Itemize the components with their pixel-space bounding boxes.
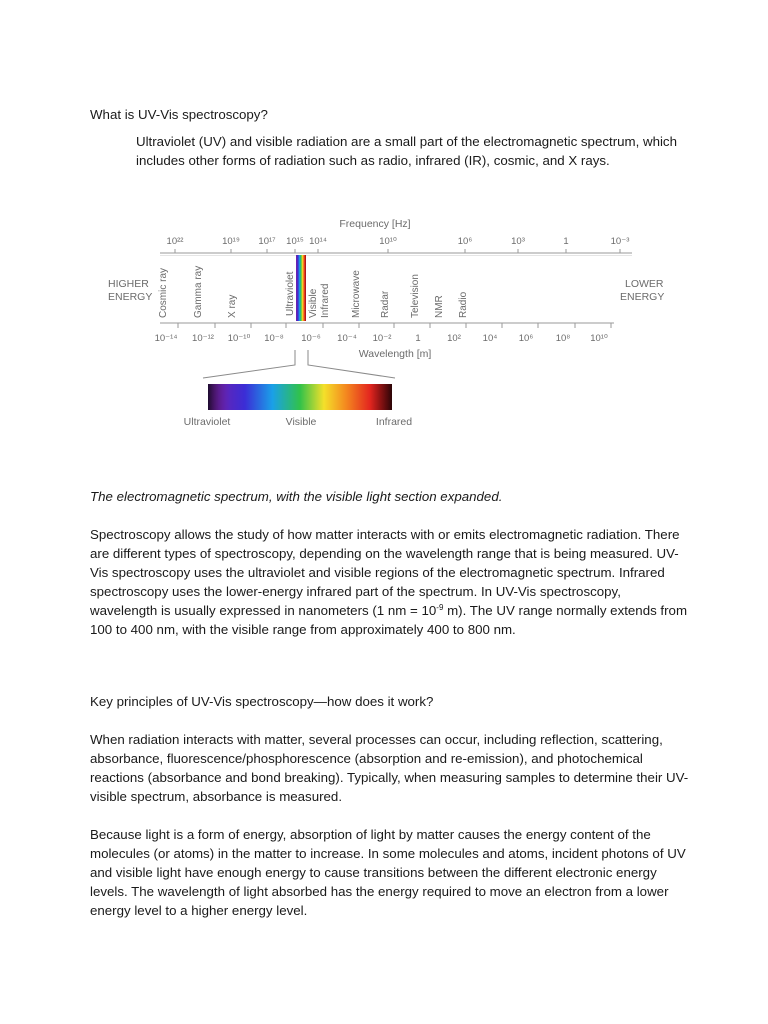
higher-energy-label-line2: ENERGY xyxy=(108,291,153,303)
frequency-ticks xyxy=(167,236,630,253)
expanded-spectrum-uv-fade xyxy=(208,384,230,410)
wavelength-tick-label: 10⁻¹² xyxy=(192,333,214,344)
frequency-tick-label: 10¹⁵ xyxy=(286,236,304,247)
frequency-tick-label: 10¹⁴ xyxy=(309,236,327,247)
wavelength-tick-label: 10⁻⁸ xyxy=(264,333,284,344)
higher-energy-label-line1: HIGHER xyxy=(108,278,149,290)
exponent: -9 xyxy=(436,603,444,612)
expanded-spectrum-bar xyxy=(208,384,392,410)
region-label: Radar xyxy=(380,290,391,318)
wavelength-tick-label: 10⁻⁶ xyxy=(301,333,321,344)
region-label: Television xyxy=(410,274,421,318)
expanded-label-visible: Visible xyxy=(285,416,317,428)
region-label: Ultraviolet xyxy=(285,271,296,316)
wavelength-tick-label: 10¹⁰ xyxy=(590,333,608,344)
frequency-tick-label: 10⁻³ xyxy=(610,236,630,247)
region-label: Visible xyxy=(308,288,319,318)
frequency-axis-label: Frequency [Hz] xyxy=(339,218,411,230)
expanded-label-infrared: Infrared xyxy=(375,416,413,428)
wavelength-tick-label: 10² xyxy=(447,333,461,344)
region-label: Gamma ray xyxy=(193,265,204,318)
visible-band-strip xyxy=(296,255,306,321)
spectrum-divider-top xyxy=(160,255,632,256)
wavelength-tick-label: 10⁶ xyxy=(518,333,534,344)
frequency-tick-label: 10²² xyxy=(166,236,184,247)
wavelength-tick-label: 10⁻⁴ xyxy=(337,333,357,344)
wavelength-tick-label: 10⁻² xyxy=(372,333,392,344)
spectroscopy-paragraph xyxy=(90,525,690,639)
wavelength-tick-label: 10⁻¹⁴ xyxy=(154,333,178,344)
spectroscopy-paragraph-text-end: m). The UV range normally extends from 100 to 400 nm, with the visible range from approximately 400 to 800 nm. xyxy=(90,603,688,637)
region-label: X ray xyxy=(227,294,238,318)
intro-paragraph: Ultraviolet (UV) and visible radiation are a small part of the electromagnetic spectrum, which includes other forms of radiation such as radio, infrared (IR), cosmic, and X rays. xyxy=(136,134,677,168)
frequency-tick-label: 10¹⁰ xyxy=(379,236,397,247)
lower-energy-label-line2: ENERGY xyxy=(620,291,665,303)
figure-caption: The electromagnetic spectrum, with the visible light section expanded. xyxy=(90,489,503,504)
lower-energy-label-line1: LOWER xyxy=(625,278,664,290)
region-label: Cosmic ray xyxy=(158,267,169,318)
section-heading-what-is-uv-vis: What is UV-Vis spectroscopy? xyxy=(90,107,268,122)
frequency-tick-label: 10⁶ xyxy=(457,236,473,247)
spectrum-regions xyxy=(158,266,469,318)
frequency-tick-label: 10³ xyxy=(511,236,525,247)
expanded-label-ultraviolet: Ultraviolet xyxy=(183,416,231,428)
wavelength-tick-label: 10⁸ xyxy=(555,333,571,344)
section-heading-key-principles: Key principles of UV-Vis spectroscopy—how does it work? xyxy=(90,694,434,709)
energy-absorption-paragraph: Because light is a form of energy, absorption of light by matter causes the energy content of the molecules (or atoms) in the matter to increase. In some molecules and atoms, incident photons of UV and visible light have enough energy to cause transitions between the different electronic energy levels. The wavelength of light absorbed has the energy required to move an electron from a lower energy level to a higher energy level. xyxy=(90,827,686,918)
region-label: Microwave xyxy=(351,270,362,318)
frequency-tick-label: 1 xyxy=(563,236,569,247)
frequency-tick-label: 10¹⁷ xyxy=(258,236,276,247)
expanded-spectrum-ir-fade xyxy=(370,384,392,410)
spectroscopy-paragraph-text: Spectroscopy allows the study of how matter interacts with or emits electromagnetic radiation. There are different types of spectroscopy, depending on the wavelength range that is being measured. UV-Vis spectroscopy uses the ultraviolet and visible regions of the electromagnetic spectrum. Infrared spectroscopy uses the lower-energy infrared part of the spectrum. In UV-Vis spectroscopy, wavelength is usually expressed in nanometers (1 nm = 10 xyxy=(90,527,680,618)
wavelength-tick-label: 1 xyxy=(415,333,421,344)
wavelength-tick-label: 10⁴ xyxy=(482,333,498,344)
region-label: Radio xyxy=(458,291,469,318)
electromagnetic-spectrum-figure xyxy=(0,0,768,470)
wavelength-axis-label: Wavelength [m] xyxy=(358,348,432,360)
region-label: NMR xyxy=(434,295,445,318)
frequency-tick-label: 10¹⁹ xyxy=(222,236,240,247)
wavelength-ticks xyxy=(155,323,611,344)
region-label: Infrared xyxy=(320,283,331,318)
radiation-interaction-paragraph: When radiation interacts with matter, several processes can occur, including reflection, scattering, absorbance, fluorescence/phosphorescence (absorption and re-emission), and photochemical reactions (absorbance and bond breaking). Typically, when measuring samples to determine their UV-visible spectrum, absorbance is measured. xyxy=(90,732,689,804)
wavelength-tick-label: 10⁻¹⁰ xyxy=(227,333,251,344)
